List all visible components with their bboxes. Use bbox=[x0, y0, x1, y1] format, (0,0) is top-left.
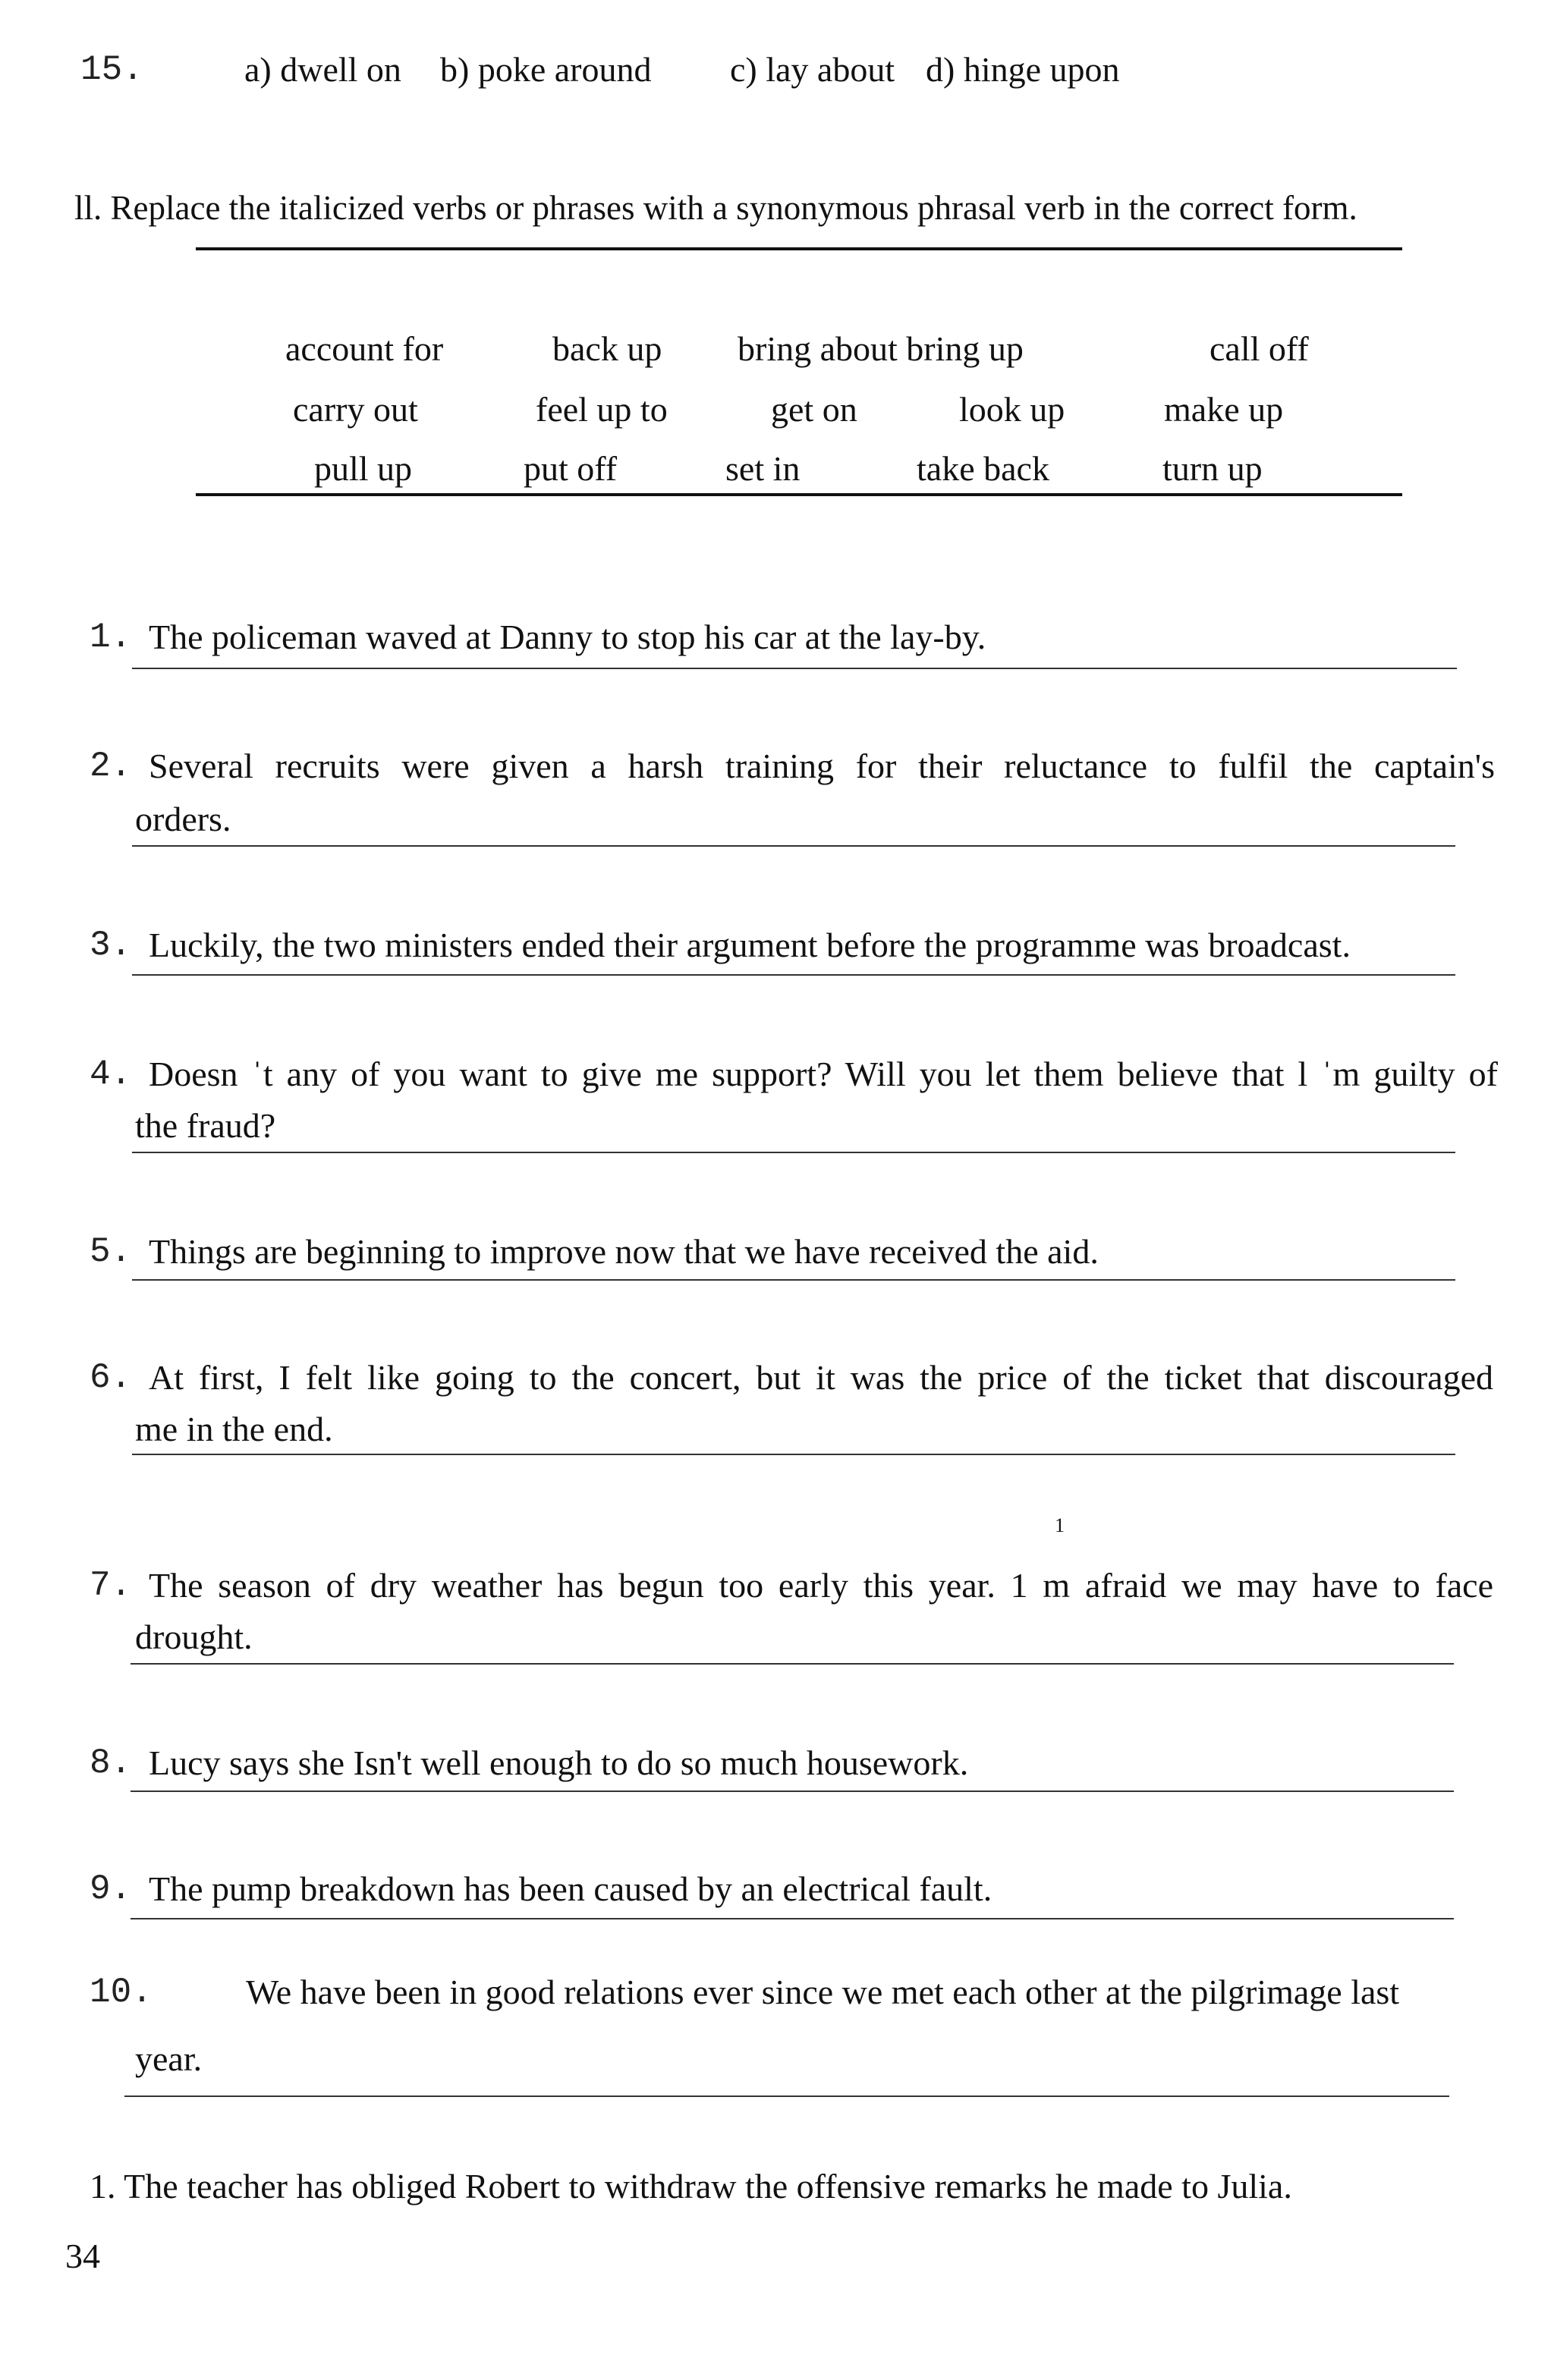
option-b: b) poke around bbox=[440, 50, 652, 89]
answer-line bbox=[132, 1454, 1455, 1455]
question-number: 10. bbox=[90, 1973, 153, 2012]
answer-line bbox=[132, 974, 1455, 976]
option-c: c) lay about bbox=[730, 50, 895, 89]
answer-line bbox=[131, 1663, 1454, 1665]
question-text: Luckily, the two ministers ended their argument before the programme was broadcast. bbox=[149, 926, 1351, 964]
question-text-cont: me in the end. bbox=[135, 1410, 333, 1448]
question-text: The policeman waved at Danny to stop his car at the lay-by. bbox=[149, 618, 986, 656]
question-text: We have been in good relations ever since we met each other at the pilgrimage last bbox=[246, 1973, 1400, 2011]
question-text: Doesn ˈt any of you want to give me support? Will you let them believe that l ˈm guilty of bbox=[149, 1055, 1498, 1093]
word-box-item: get on bbox=[771, 390, 857, 429]
question-number: 5. bbox=[90, 1232, 132, 1272]
word-box-item: call off bbox=[1210, 329, 1309, 368]
question-number: 1. bbox=[90, 618, 132, 657]
question-text: Lucy says she Isn't well enough to do so much housework. bbox=[149, 1743, 969, 1782]
question-number: 4. bbox=[90, 1055, 132, 1094]
page-number: 34 bbox=[65, 2237, 100, 2275]
question-text: The pump breakdown has been caused by an electrical fault. bbox=[149, 1869, 992, 1908]
option-a: a) dwell on bbox=[244, 50, 401, 89]
answer-line bbox=[132, 1152, 1455, 1153]
question-text: Several recruits were given a harsh training for their reluctance to fulfil the captain's bbox=[149, 747, 1495, 785]
section-instruction: ll. Replace the italicized verbs or phrases with a synonymous phrasal verb in the correct form. bbox=[74, 189, 1357, 227]
question-number: 6. bbox=[90, 1358, 132, 1398]
last-item-text: 1. The teacher has obliged Robert to withdraw the offensive remarks he made to Julia. bbox=[90, 2167, 1292, 2206]
word-box-item: back up bbox=[552, 329, 662, 368]
question-15-number: 15. bbox=[80, 50, 143, 90]
stray-mark: 1 bbox=[1055, 1514, 1065, 1536]
question-text-cont: orders. bbox=[135, 800, 231, 838]
word-box-item: carry out bbox=[293, 390, 418, 429]
question-text: At first, I felt like going to the concert, but it was the price of the ticket that discouraged bbox=[149, 1358, 1493, 1397]
answer-line bbox=[124, 2095, 1449, 2097]
word-box-top-rule bbox=[196, 247, 1402, 250]
word-box-item: put off bbox=[524, 449, 618, 488]
question-text-cont: year. bbox=[135, 2039, 203, 2078]
word-box-bottom-rule bbox=[196, 493, 1402, 496]
option-d: d) hinge upon bbox=[926, 50, 1120, 89]
question-number: 2. bbox=[90, 747, 132, 786]
question-number: 3. bbox=[90, 926, 132, 965]
word-box-item: bring about bring up bbox=[738, 329, 1024, 368]
question-number: 7. bbox=[90, 1566, 132, 1605]
answer-line bbox=[132, 668, 1457, 669]
word-box-item: make up bbox=[1164, 390, 1284, 429]
word-box-item: account for bbox=[285, 329, 444, 368]
word-box-item: pull up bbox=[314, 449, 413, 488]
answer-line bbox=[132, 1279, 1455, 1281]
question-number: 9. bbox=[90, 1869, 132, 1909]
question-text-cont: drought. bbox=[135, 1618, 253, 1656]
answer-line bbox=[131, 1918, 1454, 1919]
word-box-item: set in bbox=[725, 449, 801, 488]
question-text: Things are beginning to improve now that we have received the aid. bbox=[149, 1232, 1099, 1271]
word-box-item: feel up to bbox=[536, 390, 668, 429]
word-box-item: take back bbox=[917, 449, 1049, 488]
question-text-cont: the fraud? bbox=[135, 1106, 276, 1145]
question-text: The season of dry weather has begun too early this year. 1 m afraid we may have to face bbox=[149, 1566, 1493, 1605]
answer-line bbox=[132, 845, 1455, 847]
question-number: 8. bbox=[90, 1743, 132, 1783]
answer-line bbox=[131, 1791, 1454, 1792]
word-box-item: look up bbox=[959, 390, 1065, 429]
word-box-item: turn up bbox=[1162, 449, 1263, 488]
